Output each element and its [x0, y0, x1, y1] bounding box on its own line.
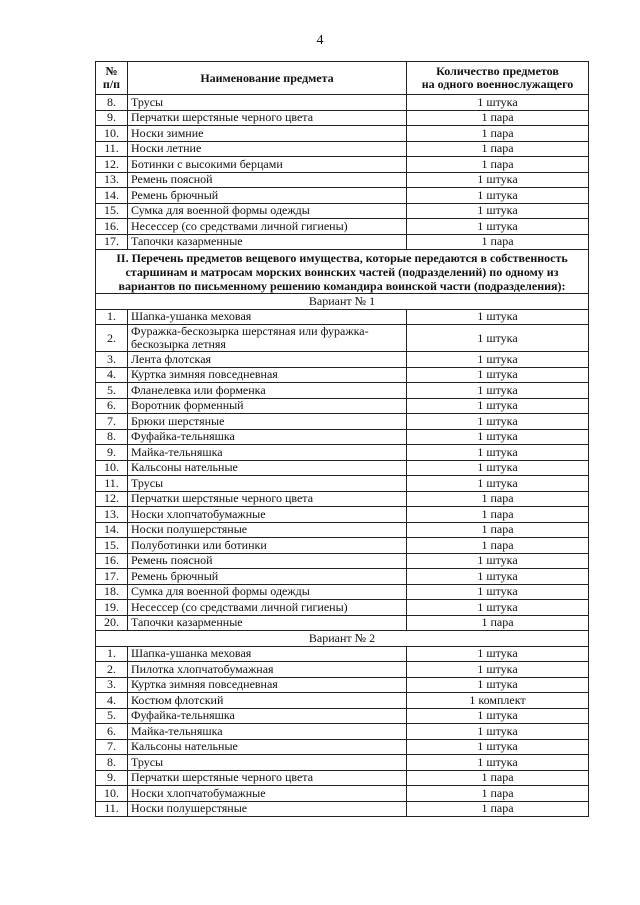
item-number: 20. [96, 615, 128, 631]
item-quantity: 1 пара [407, 126, 589, 142]
item-quantity: 1 пара [407, 522, 589, 538]
table-row [96, 460, 589, 476]
item-number: 11. [96, 801, 128, 817]
table-row [96, 739, 589, 755]
item-number: 3. [96, 677, 128, 693]
property-table [95, 61, 589, 817]
item-quantity: 1 штука [407, 367, 589, 383]
item-name: Перчатки шерстяные черного цвета [128, 491, 407, 507]
table-row [96, 414, 589, 430]
table-row [96, 126, 589, 142]
item-name: Воротник форменный [128, 398, 407, 414]
table-row [96, 522, 589, 538]
variant-2-title: Вариант № 2 [96, 631, 589, 647]
table-row [96, 309, 589, 325]
item-number: 2. [96, 662, 128, 678]
item-quantity: 1 пара [407, 538, 589, 554]
page-number: 4 [316, 33, 324, 48]
item-quantity: 1 пара [407, 770, 589, 786]
item-name: Тапочки казарменные [128, 234, 407, 250]
table-row [96, 157, 589, 173]
item-name: Сумка для военной формы одежды [128, 584, 407, 600]
item-number: 1. [96, 646, 128, 662]
item-number: 10. [96, 460, 128, 476]
item-name: Кальсоны нательные [128, 739, 407, 755]
table-row [96, 491, 589, 507]
item-number: 11. [96, 476, 128, 492]
item-name: Носки полушерстяные [128, 522, 407, 538]
table-row [96, 662, 589, 678]
item-name: Носки зимние [128, 126, 407, 142]
table-row [96, 429, 589, 445]
variant-1-title: Вариант № 1 [96, 294, 589, 310]
item-name: Ремень поясной [128, 172, 407, 188]
item-quantity: 1 пара [407, 786, 589, 802]
item-quantity: 1 штука [407, 383, 589, 399]
table-row [96, 234, 589, 250]
header-number-line2: п/п [102, 77, 121, 91]
header-quantity-line1: Количество предметов [436, 64, 559, 78]
item-name: Ботинки с высокими берцами [128, 157, 407, 173]
item-name: Носки хлопчатобумажные [128, 786, 407, 802]
item-number: 9. [96, 110, 128, 126]
item-name: Носки летние [128, 141, 407, 157]
item-name: Костюм флотский [128, 693, 407, 709]
item-name: Фланелевка или форменка [128, 383, 407, 399]
table-row [96, 708, 589, 724]
item-quantity: 1 штука [407, 600, 589, 616]
item-quantity: 1 комплект [407, 693, 589, 709]
item-number: 18. [96, 584, 128, 600]
item-quantity: 1 штука [407, 708, 589, 724]
item-number: 15. [96, 203, 128, 219]
item-number: 4. [96, 367, 128, 383]
table-row [96, 538, 589, 554]
item-name: Носки полушерстяные [128, 801, 407, 817]
item-quantity: 1 пара [407, 507, 589, 523]
item-number: 8. [96, 95, 128, 111]
item-name: Кальсоны нательные [128, 460, 407, 476]
table-row [96, 801, 589, 817]
item-quantity: 1 штука [407, 414, 589, 430]
item-quantity: 1 штука [407, 188, 589, 204]
item-number: 16. [96, 553, 128, 569]
item-number: 16. [96, 219, 128, 235]
item-number: 1. [96, 309, 128, 325]
section-2-title: II. Перечень предметов вещевого имущества, которые передаются в собственность старшинам и матросам морских воинских частей (подразделений) по одному из вариантов по письменному решению командира воинской части (подразделения): [96, 250, 589, 294]
item-quantity: 1 штука [407, 755, 589, 771]
item-name: Пилотка хлопчатобумажная [128, 662, 407, 678]
item-quantity: 1 штука [407, 646, 589, 662]
item-number: 8. [96, 429, 128, 445]
item-name: Трусы [128, 755, 407, 771]
item-name: Несессер (со средствами личной гигиены) [128, 600, 407, 616]
item-name: Майка-тельняшка [128, 724, 407, 740]
item-quantity: 1 штука [407, 309, 589, 325]
item-name: Ремень поясной [128, 553, 407, 569]
item-number: 9. [96, 445, 128, 461]
item-quantity: 1 штука [407, 445, 589, 461]
table-row [96, 755, 589, 771]
table-row [96, 677, 589, 693]
item-quantity: 1 штука [407, 739, 589, 755]
item-number: 9. [96, 770, 128, 786]
table-row [96, 367, 589, 383]
item-quantity: 1 штука [407, 584, 589, 600]
header-quantity-line2: на одного военнослужащего [421, 77, 574, 91]
item-name: Несессер (со средствами личной гигиены) [128, 219, 407, 235]
header-number [96, 62, 128, 95]
item-number: 15. [96, 538, 128, 554]
item-name: Шапка-ушанка меховая [128, 646, 407, 662]
item-quantity: 1 пара [407, 234, 589, 250]
item-number: 19. [96, 600, 128, 616]
header-item-name: Наименование предмета [128, 62, 407, 95]
table-row [96, 141, 589, 157]
item-number: 10. [96, 786, 128, 802]
table-row [96, 325, 589, 352]
header-number-line1: № [105, 64, 118, 78]
item-quantity: 1 штука [407, 219, 589, 235]
item-number: 11. [96, 141, 128, 157]
table-header-row [96, 62, 589, 95]
item-quantity: 1 пара [407, 110, 589, 126]
table-row [96, 476, 589, 492]
item-number: 13. [96, 172, 128, 188]
table-row [96, 398, 589, 414]
item-quantity: 1 штука [407, 724, 589, 740]
table-row [96, 615, 589, 631]
table-row [96, 553, 589, 569]
table-row [96, 600, 589, 616]
item-number: 7. [96, 739, 128, 755]
table-row [96, 646, 589, 662]
table-row [96, 203, 589, 219]
variant-2-title-row [96, 631, 589, 647]
item-number: 10. [96, 126, 128, 142]
item-number: 4. [96, 693, 128, 709]
table-row [96, 219, 589, 235]
item-quantity: 1 штука [407, 476, 589, 492]
table-row [96, 786, 589, 802]
item-number: 7. [96, 414, 128, 430]
item-name: Трусы [128, 476, 407, 492]
variant-1-title-row [96, 294, 589, 310]
item-number: 14. [96, 188, 128, 204]
item-quantity: 1 штука [407, 553, 589, 569]
item-name: Фуфайка-тельняшка [128, 708, 407, 724]
item-quantity: 1 пара [407, 801, 589, 817]
item-quantity: 1 штука [407, 203, 589, 219]
item-quantity: 1 штука [407, 460, 589, 476]
item-name: Фуфайка-тельняшка [128, 429, 407, 445]
item-quantity: 1 штука [407, 662, 589, 678]
item-number: 6. [96, 724, 128, 740]
item-name: Перчатки шерстяные черного цвета [128, 110, 407, 126]
item-name: Перчатки шерстяные черного цвета [128, 770, 407, 786]
item-quantity: 1 пара [407, 615, 589, 631]
table-row [96, 507, 589, 523]
item-name: Лента флотская [128, 352, 407, 368]
item-quantity: 1 штука [407, 677, 589, 693]
item-number: 5. [96, 708, 128, 724]
item-number: 13. [96, 507, 128, 523]
item-number: 17. [96, 569, 128, 585]
item-number: 12. [96, 491, 128, 507]
item-name: Трусы [128, 95, 407, 111]
item-quantity: 1 пара [407, 157, 589, 173]
item-quantity: 1 штука [407, 429, 589, 445]
table-row [96, 383, 589, 399]
item-number: 2. [96, 325, 128, 352]
table-body [96, 95, 589, 817]
item-number: 3. [96, 352, 128, 368]
table-row [96, 172, 589, 188]
table-row [96, 584, 589, 600]
item-name: Шапка-ушанка меховая [128, 309, 407, 325]
table-row [96, 770, 589, 786]
table-row [96, 569, 589, 585]
item-number: 6. [96, 398, 128, 414]
item-name: Майка-тельняшка [128, 445, 407, 461]
table-row [96, 110, 589, 126]
item-number: 14. [96, 522, 128, 538]
item-name: Ремень брючный [128, 569, 407, 585]
item-quantity: 1 штука [407, 172, 589, 188]
item-quantity: 1 пара [407, 491, 589, 507]
item-name: Носки хлопчатобумажные [128, 507, 407, 523]
table-row [96, 693, 589, 709]
item-name: Сумка для военной формы одежды [128, 203, 407, 219]
item-name: Фуражка-бескозырка шерстяная или фуражка-бескозырка летняя [128, 325, 407, 352]
header-quantity [407, 62, 589, 95]
item-quantity: 1 пара [407, 141, 589, 157]
item-quantity: 1 штука [407, 95, 589, 111]
item-name: Ремень брючный [128, 188, 407, 204]
item-name: Брюки шерстяные [128, 414, 407, 430]
item-quantity: 1 штука [407, 325, 589, 352]
item-number: 17. [96, 234, 128, 250]
table-row [96, 724, 589, 740]
item-quantity: 1 штука [407, 398, 589, 414]
item-name: Полуботинки или ботинки [128, 538, 407, 554]
item-quantity: 1 штука [407, 352, 589, 368]
item-name: Тапочки казарменные [128, 615, 407, 631]
table-row [96, 352, 589, 368]
item-number: 5. [96, 383, 128, 399]
item-number: 12. [96, 157, 128, 173]
section-2-title-row [96, 250, 589, 294]
item-quantity: 1 штука [407, 569, 589, 585]
item-name: Куртка зимняя повседневная [128, 677, 407, 693]
table-row [96, 95, 589, 111]
table-row [96, 188, 589, 204]
item-number: 8. [96, 755, 128, 771]
item-name: Куртка зимняя повседневная [128, 367, 407, 383]
table-row [96, 445, 589, 461]
